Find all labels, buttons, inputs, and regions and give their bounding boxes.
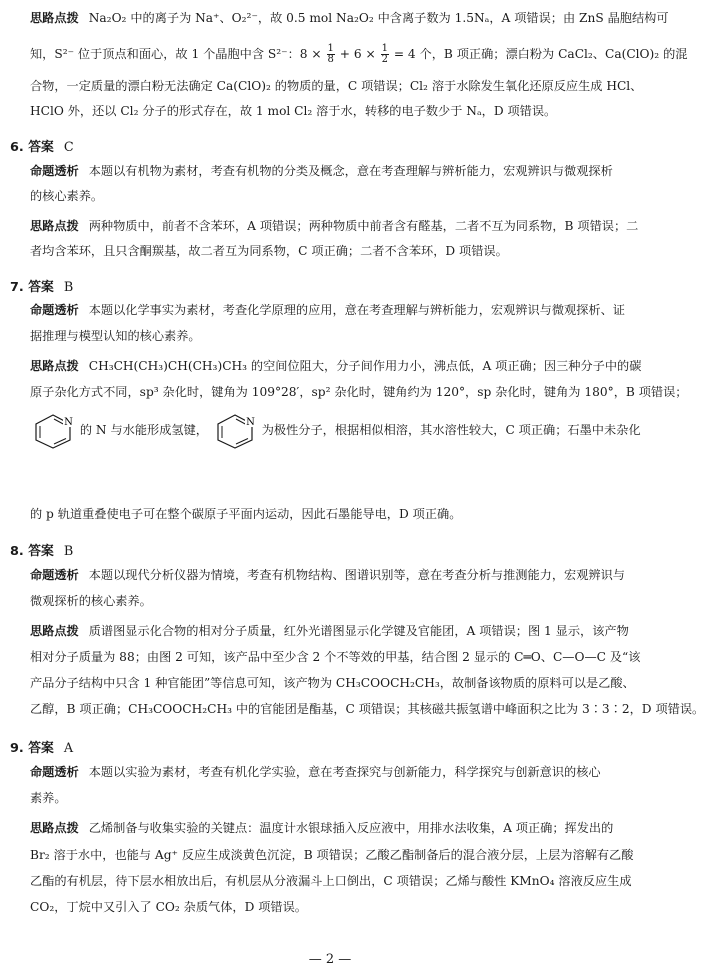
q5-hint-line-1: 思路点拨 Na₂O₂ 中的离子为 Na⁺、O₂²⁻，故 0.5 mol Na₂O₂ 中含离子数为 1.5Nₐ，A 项错误；由 ZnS 晶胞结构可: [30, 11, 669, 25]
q9-hint-line-1: 思路点拨 乙烯制备与收集实验的关键点：温度计水银球插入反应液中，用排水法收集，A 项正确；挥发出的: [30, 821, 614, 835]
q7-hint-line-2: 原子杂化方式不同，sp³ 杂化时，键角为 109°28′，sp² 杂化时，键角约为 120°，sp 杂化时，键角为 180°，B 项错误；: [30, 385, 688, 399]
fraction-one-eighth: $\frac{1}{8}$: [327, 43, 334, 65]
pyridine-structure-icon: [30, 412, 76, 450]
q8-analysis-line-1: 命题透析 本题以现代分析仪器为情境，考查有机物结构、图谱识别等，意在考查分析与推测能力，宏观辨识与: [30, 568, 625, 582]
q9-hint-line-4: CO₂，丁烷中又引入了 CO₂ 杂质气体，D 项错误。: [30, 900, 307, 914]
fraction-one-half: $\frac{1}{2}$: [381, 43, 388, 65]
q6-analysis-line-2: 的核心素养。: [30, 189, 104, 203]
pyridine-n-label: N: [64, 416, 73, 428]
q5-hint-line-4: HClO 外，还以 Cl₂ 分子的形式存在，故 1 mol Cl₂ 溶于水，转移的电子数少于 Nₐ，D 项错误。: [30, 104, 557, 118]
q7-hint-line-3: N 的 N 与水能形成氢键， N 为极性分子，根据相似相溶，其水溶性较大，C 项正确；石墨中未杂化: [30, 410, 638, 450]
q8-hint-line-4: 乙醇，B 项正确；CH₃COOCH₂CH₃ 中的官能团是酯基，C 项错误；其核磁共振氢谱中峰面积之比为 3∶3∶2，D 项错误。: [30, 702, 704, 716]
q8-hint-line-2: 相对分子质量为 88；由图 2 可知，该产品中至少含 2 个不等效的甲基，结合图 2 显示的 C═O、C—O—C 及“该: [30, 650, 641, 664]
hint-label: 思路点拨: [30, 11, 79, 25]
q6-analysis-line-1: 命题透析 本题以有机物为素材，考查有机物的分类及概念，意在考查理解与辨析能力，宏观辨识与微观探析: [30, 164, 613, 178]
q9-hint-line-2: Br₂ 溶于水中，也能与 Ag⁺ 反应生成淡黄色沉淀，B 项错误；乙酸乙酯制备后的混合液分层，上层为溶解有乙酸: [30, 848, 634, 862]
q7-hint-line-1: 思路点拨 CH₃CH(CH₃)CH(CH₃)CH₃ 的空间位阻大，分子间作用力小，沸点低，A 项正确；因三种分子中的碳: [30, 359, 642, 373]
q7-analysis-line-2: 据推理与模型认知的核心素养。: [30, 329, 201, 343]
q8-hint-line-3: 产品分子结构中只含 1 种官能团”等信息可知，该产物为 CH₃COOCH₂CH₃，故制备该物质的原料可以是乙酸、: [30, 676, 635, 690]
q9-hint-line-3: 乙酯的有机层，待下层水相放出后，有机层从分液漏斗上口倒出，C 项错误；乙烯与酸性 KMnO₄ 溶液反应生成: [30, 874, 632, 888]
q5-hint-line-2: 知，S²⁻ 位于顶点和面心，故 1 个晶胞中含 S²⁻：8 × $\frac{1}{8}$ + 6 × $\frac{1}{2}$ = 4 个，B 项正确；漂白粉为 CaCl₂、Ca(ClO)₂ 的混: [30, 43, 688, 65]
q8-hint-line-1: 思路点拨 质谱图显示化合物的相对分子质量，红外光谱图显示化学键及官能团，A 项错误；图 1 显示，该产物: [30, 624, 629, 638]
q7-heading: 7. 答案 B: [10, 280, 74, 295]
q6-heading: 6. 答案 C: [10, 140, 74, 155]
q8-analysis-line-2: 微观探析的核心素养。: [30, 594, 152, 608]
q7-hint-line-4: 的 p 轨道重叠使电子可在整个碳原子平面内运动，因此石墨能导电，D 项正确。: [30, 507, 462, 521]
page-number: — 2 —: [308, 952, 352, 967]
q9-analysis-line-2: 素养。: [30, 791, 67, 805]
q9-analysis-line-1: 命题透析 本题以实验为素材，考查有机化学实验，意在考查探究与创新能力，科学探究与创新意识的核心: [30, 765, 601, 779]
pyridine-structure-icon-2: [212, 412, 258, 450]
q6-hint-line-2: 者均含苯环，且只含酮羰基，故二者互为同系物，C 项正确；二者不含苯环，D 项错误。: [30, 244, 508, 258]
pyridine-n-label-2: N: [245, 416, 255, 428]
q7-analysis-line-1: 命题透析 本题以化学事实为素材，考查化学原理的应用，意在考查理解与辨析能力，宏观辨识与微观探析、证: [30, 303, 625, 317]
q6-hint-line-1: 思路点拨 两种物质中，前者不含苯环，A 项错误；两种物质中前者含有醛基，二者不互为同系物，B 项错误；二: [30, 219, 639, 233]
q9-heading: 9. 答案 A: [10, 741, 74, 756]
q8-heading: 8. 答案 B: [10, 544, 74, 559]
q5-hint-line-3: 合物，一定质量的漂白粉无法确定 Ca(ClO)₂ 的物质的量，C 项错误；Cl₂ 溶于水除发生氧化还原反应生成 HCl、: [30, 79, 643, 93]
